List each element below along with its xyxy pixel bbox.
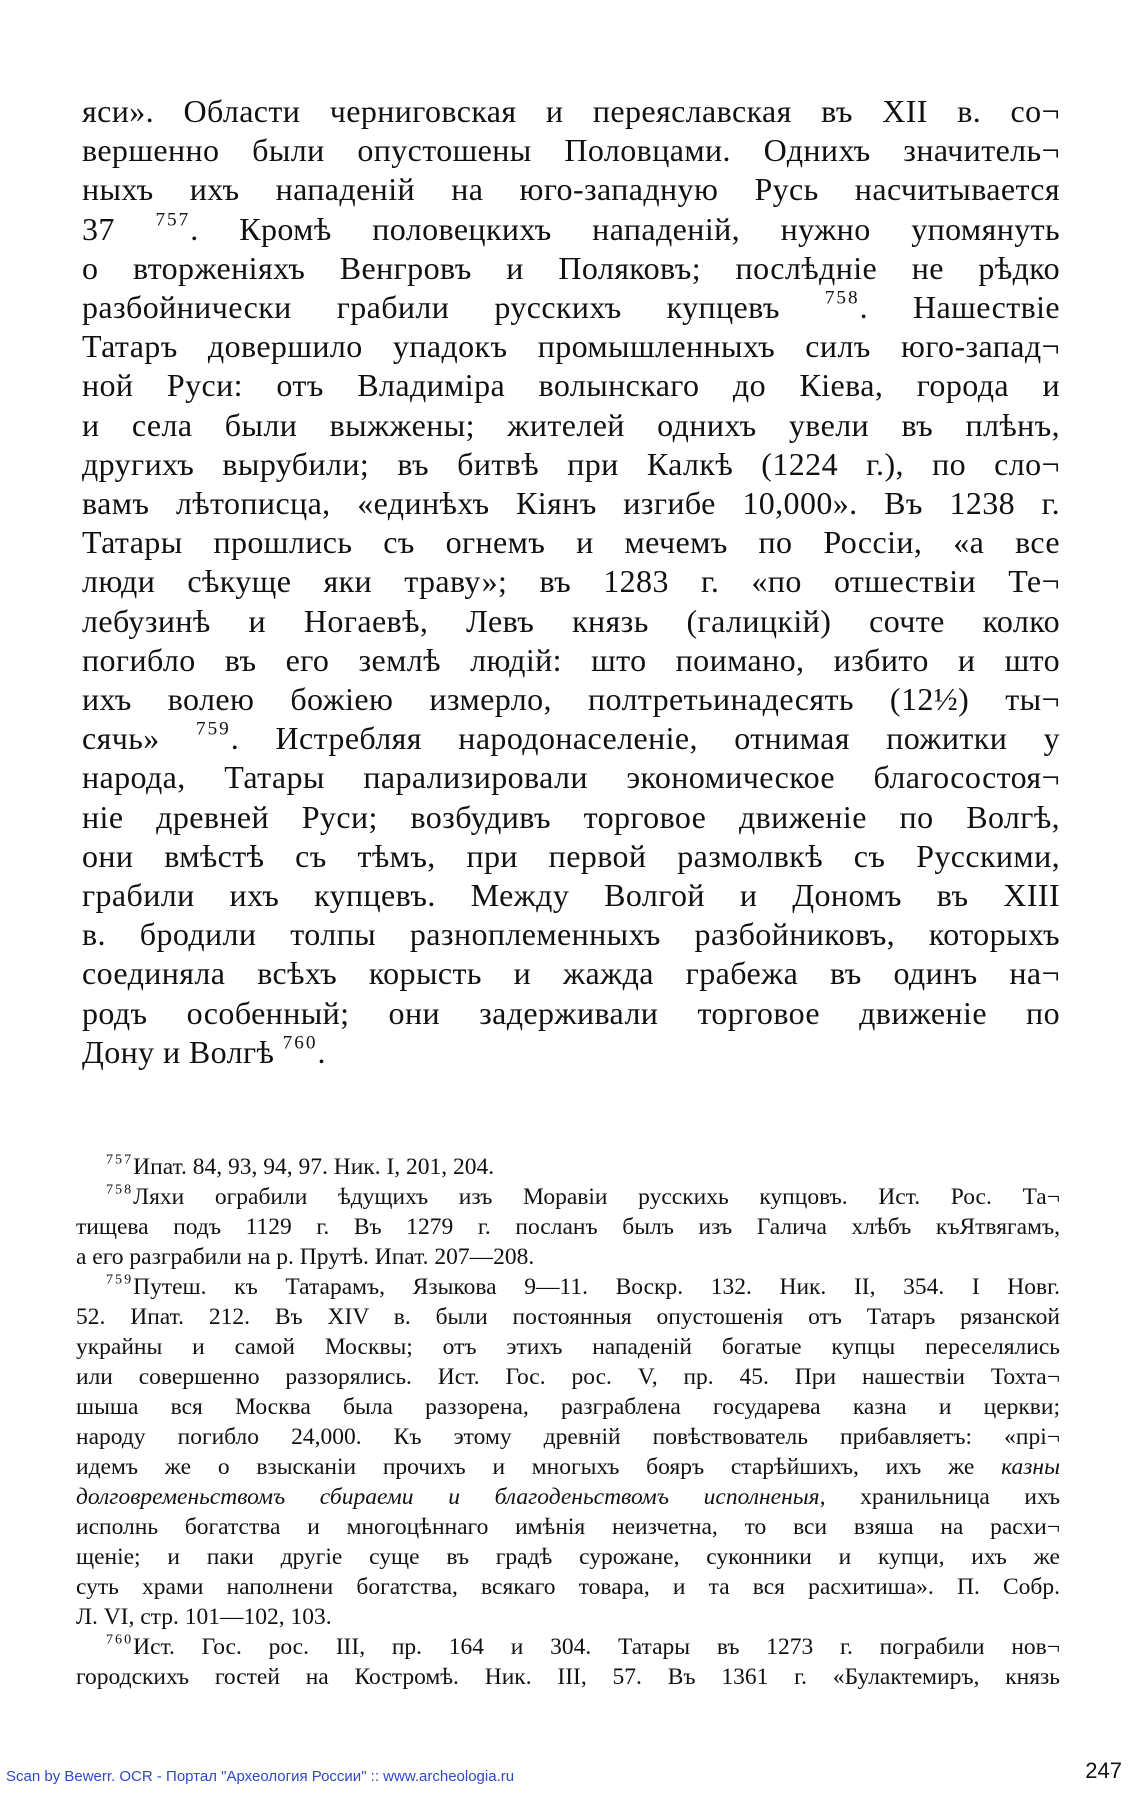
footnote-ref-760: 760 — [282, 1032, 318, 1054]
footnote-line: щеніе; и паки другіе суще въ градѣ сурожане, суконники и купци, ихъ же — [76, 1544, 1060, 1570]
text-fragment: . Нашествіе — [859, 289, 1060, 326]
footnote-line: народу погибло 24,000. Къ этому древній повѣствователь прибавляетъ: «прі¬ — [76, 1424, 1060, 1450]
footnote-text: Ипат. 84, 93, 94, 97. Ник. I, 201, 204. — [133, 1154, 495, 1180]
text-line: и села были выжжены; жителей однихъ увели въ плѣнъ, — [82, 406, 1060, 443]
text-line: яси». Области черниговская и переяславская въ XII в. со¬ — [82, 93, 1060, 129]
text-line: погибло въ его землѣ людій: што поимано, избито и што — [82, 641, 1060, 678]
footnote-line — [76, 1452, 1060, 1482]
footnote-ref-758: 758 — [824, 287, 860, 309]
text-fragment: . — [317, 1033, 326, 1070]
text-fragment: разбойнически грабили русскихъ купцевъ — [82, 289, 825, 326]
footnote-fragment: идемъ же о взысканіи прочихъ и многыхъ бояръ старѣйшихъ, ихъ же — [76, 1454, 1002, 1480]
footnote-757 — [76, 1152, 1060, 1182]
text-line: родъ особенный; они задерживали торговое движеніе по — [82, 994, 1060, 1031]
text-line: другихъ вырубили; въ битвѣ при Калкѣ (1224 г.), по сло¬ — [82, 445, 1060, 482]
footnote-number: 757 — [106, 1151, 134, 1168]
text-line: соединяла всѣхъ корысть и жажда грабежа въ одинъ на¬ — [82, 955, 1060, 992]
footnote-line: городскихъ гостей на Костромѣ. Ник. III, 57. Въ 1361 г. «Булактемиръ, князь — [76, 1664, 1060, 1690]
main-text — [82, 92, 1060, 1072]
footnote-number: 758 — [106, 1181, 134, 1198]
footnote-number: 759 — [106, 1271, 134, 1288]
scan-credit-link[interactable]: Scan by Bewerr. OCR - Портал "Археология России" :: www.archeologia.ru — [6, 1768, 515, 1785]
footnote-758 — [76, 1182, 1060, 1212]
text-line: они вмѣстѣ съ тѣмъ, при первой размолвкѣ съ Русскими, — [82, 837, 1060, 874]
text-fragment: . Кромѣ половецкихъ нападеній, нужно упомянуть — [190, 210, 1061, 247]
footnote-line — [76, 1482, 1060, 1512]
text-fragment: 37 — [82, 210, 156, 247]
text-line — [82, 288, 1060, 327]
text-fragment: сячь» — [82, 720, 196, 757]
footnote-759 — [76, 1272, 1060, 1302]
footnote-line: Л. VI, стр. 101—102, 103. — [76, 1604, 332, 1630]
footnote-line: а его разграбили на р. Прутѣ. Ипат. 207—208. — [76, 1244, 535, 1270]
footnote-line: 52. Ипат. 212. Въ XIV в. были постоянныя опустошенія отъ Татаръ рязанской — [76, 1304, 1060, 1330]
text-line: Татары прошлись съ огнемъ и мечемъ по Россіи, «а все — [82, 524, 1060, 561]
page-number: 247 — [1085, 1758, 1122, 1783]
footnote-italic-quote: казны — [1001, 1454, 1060, 1480]
text-fragment: Дону и Волгѣ — [82, 1033, 283, 1070]
footnote-760 — [76, 1632, 1060, 1662]
text-line — [82, 719, 1060, 758]
text-line: ныхъ ихъ нападеній на юго-западную Русь насчитывается — [82, 171, 1060, 208]
text-line: люди сѣкуще яки траву»; въ 1283 г. «по отшествіи Те¬ — [82, 563, 1060, 600]
text-line: ной Руси: отъ Владиміра волынскаго до Кіева, города и — [82, 367, 1060, 404]
text-line: грабили ихъ купцевъ. Между Волгой и Дономъ въ XIII — [82, 877, 1060, 914]
footnote-text: Ист. Гос. рос. III, пр. 164 и 304. Татары въ 1273 г. пограбили нов¬ — [133, 1634, 1060, 1660]
footnote-number: 760 — [106, 1631, 134, 1648]
text-line: о вторженіяхъ Венгровъ и Поляковъ; послѣдніе не рѣдко — [82, 249, 1060, 286]
footnote-line: украйны и самой Москвы; отъ этихъ нападеній богатые купцы переселялись — [76, 1334, 1060, 1360]
text-line: народа, Татары парализировали экономическое благосостоя¬ — [82, 759, 1060, 796]
footnotes-section — [76, 1152, 1060, 1692]
footnote-line: исполнь богатства и многоцѣннаго имѣнія неизчетна, то вси взяша на расхи¬ — [76, 1514, 1060, 1540]
text-fragment: . Истребляя народонаселеніе, отнимая пожитки у — [230, 720, 1060, 757]
text-line — [82, 210, 1060, 249]
footnote-text: Ляхи ограбили ѣдущихъ изъ Моравіи русскихь купцовъ. Ист. Рос. Та¬ — [133, 1184, 1060, 1210]
footnote-line: суть храми наполнени богатства, всякаго товара, и та вся расхитиша». П. Собр. — [76, 1574, 1060, 1600]
text-line — [82, 1033, 1060, 1072]
text-line: Татаръ довершило упадокъ промышленныхъ силъ юго-запад¬ — [82, 328, 1060, 365]
text-line: ихъ волею божіею измерло, полтретьинадесять (12½) ты¬ — [82, 681, 1060, 718]
text-line: лебузинѣ и Ногаевѣ, Левъ князь (галицкій) сочте колко — [82, 602, 1060, 639]
footnote-fragment: хранильница ихъ — [825, 1484, 1060, 1510]
footnote-ref-759: 759 — [195, 718, 231, 740]
text-line: вамъ лѣтописца, «единѣхъ Кіянъ изгибе 10,000». Въ 1238 г. — [82, 485, 1060, 522]
footnote-ref-757: 757 — [155, 209, 191, 231]
footnote-line: шыша вся Москва была раззорена, разграблена государева казна и церкви; — [76, 1394, 1060, 1420]
footnote-italic-quote: долговременьствомъ сбираеми и благоденьствомъ исполненыя, — [76, 1484, 826, 1510]
text-line: вершенно были опустошены Половцами. Однихъ значитель¬ — [82, 132, 1060, 169]
footnote-line: или совершенно раззорялись. Ист. Гос. рос. V, пр. 45. При нашествіи Тохта¬ — [76, 1364, 1060, 1390]
text-line: в. бродили толпы разноплеменныхъ разбойниковъ, которыхъ — [82, 916, 1060, 953]
text-line: ніе древней Руси; возбудивъ торговое движеніе по Волгѣ, — [82, 798, 1060, 835]
footnote-line: тищева подъ 1129 г. Въ 1279 г. посланъ былъ изъ Галича хлѣбъ къЯтвягамъ, — [76, 1214, 1060, 1240]
footnote-text: Путеш. къ Татарамъ, Языкова 9—11. Воскр. 132. Ник. II, 354. I Новг. — [133, 1274, 1060, 1300]
